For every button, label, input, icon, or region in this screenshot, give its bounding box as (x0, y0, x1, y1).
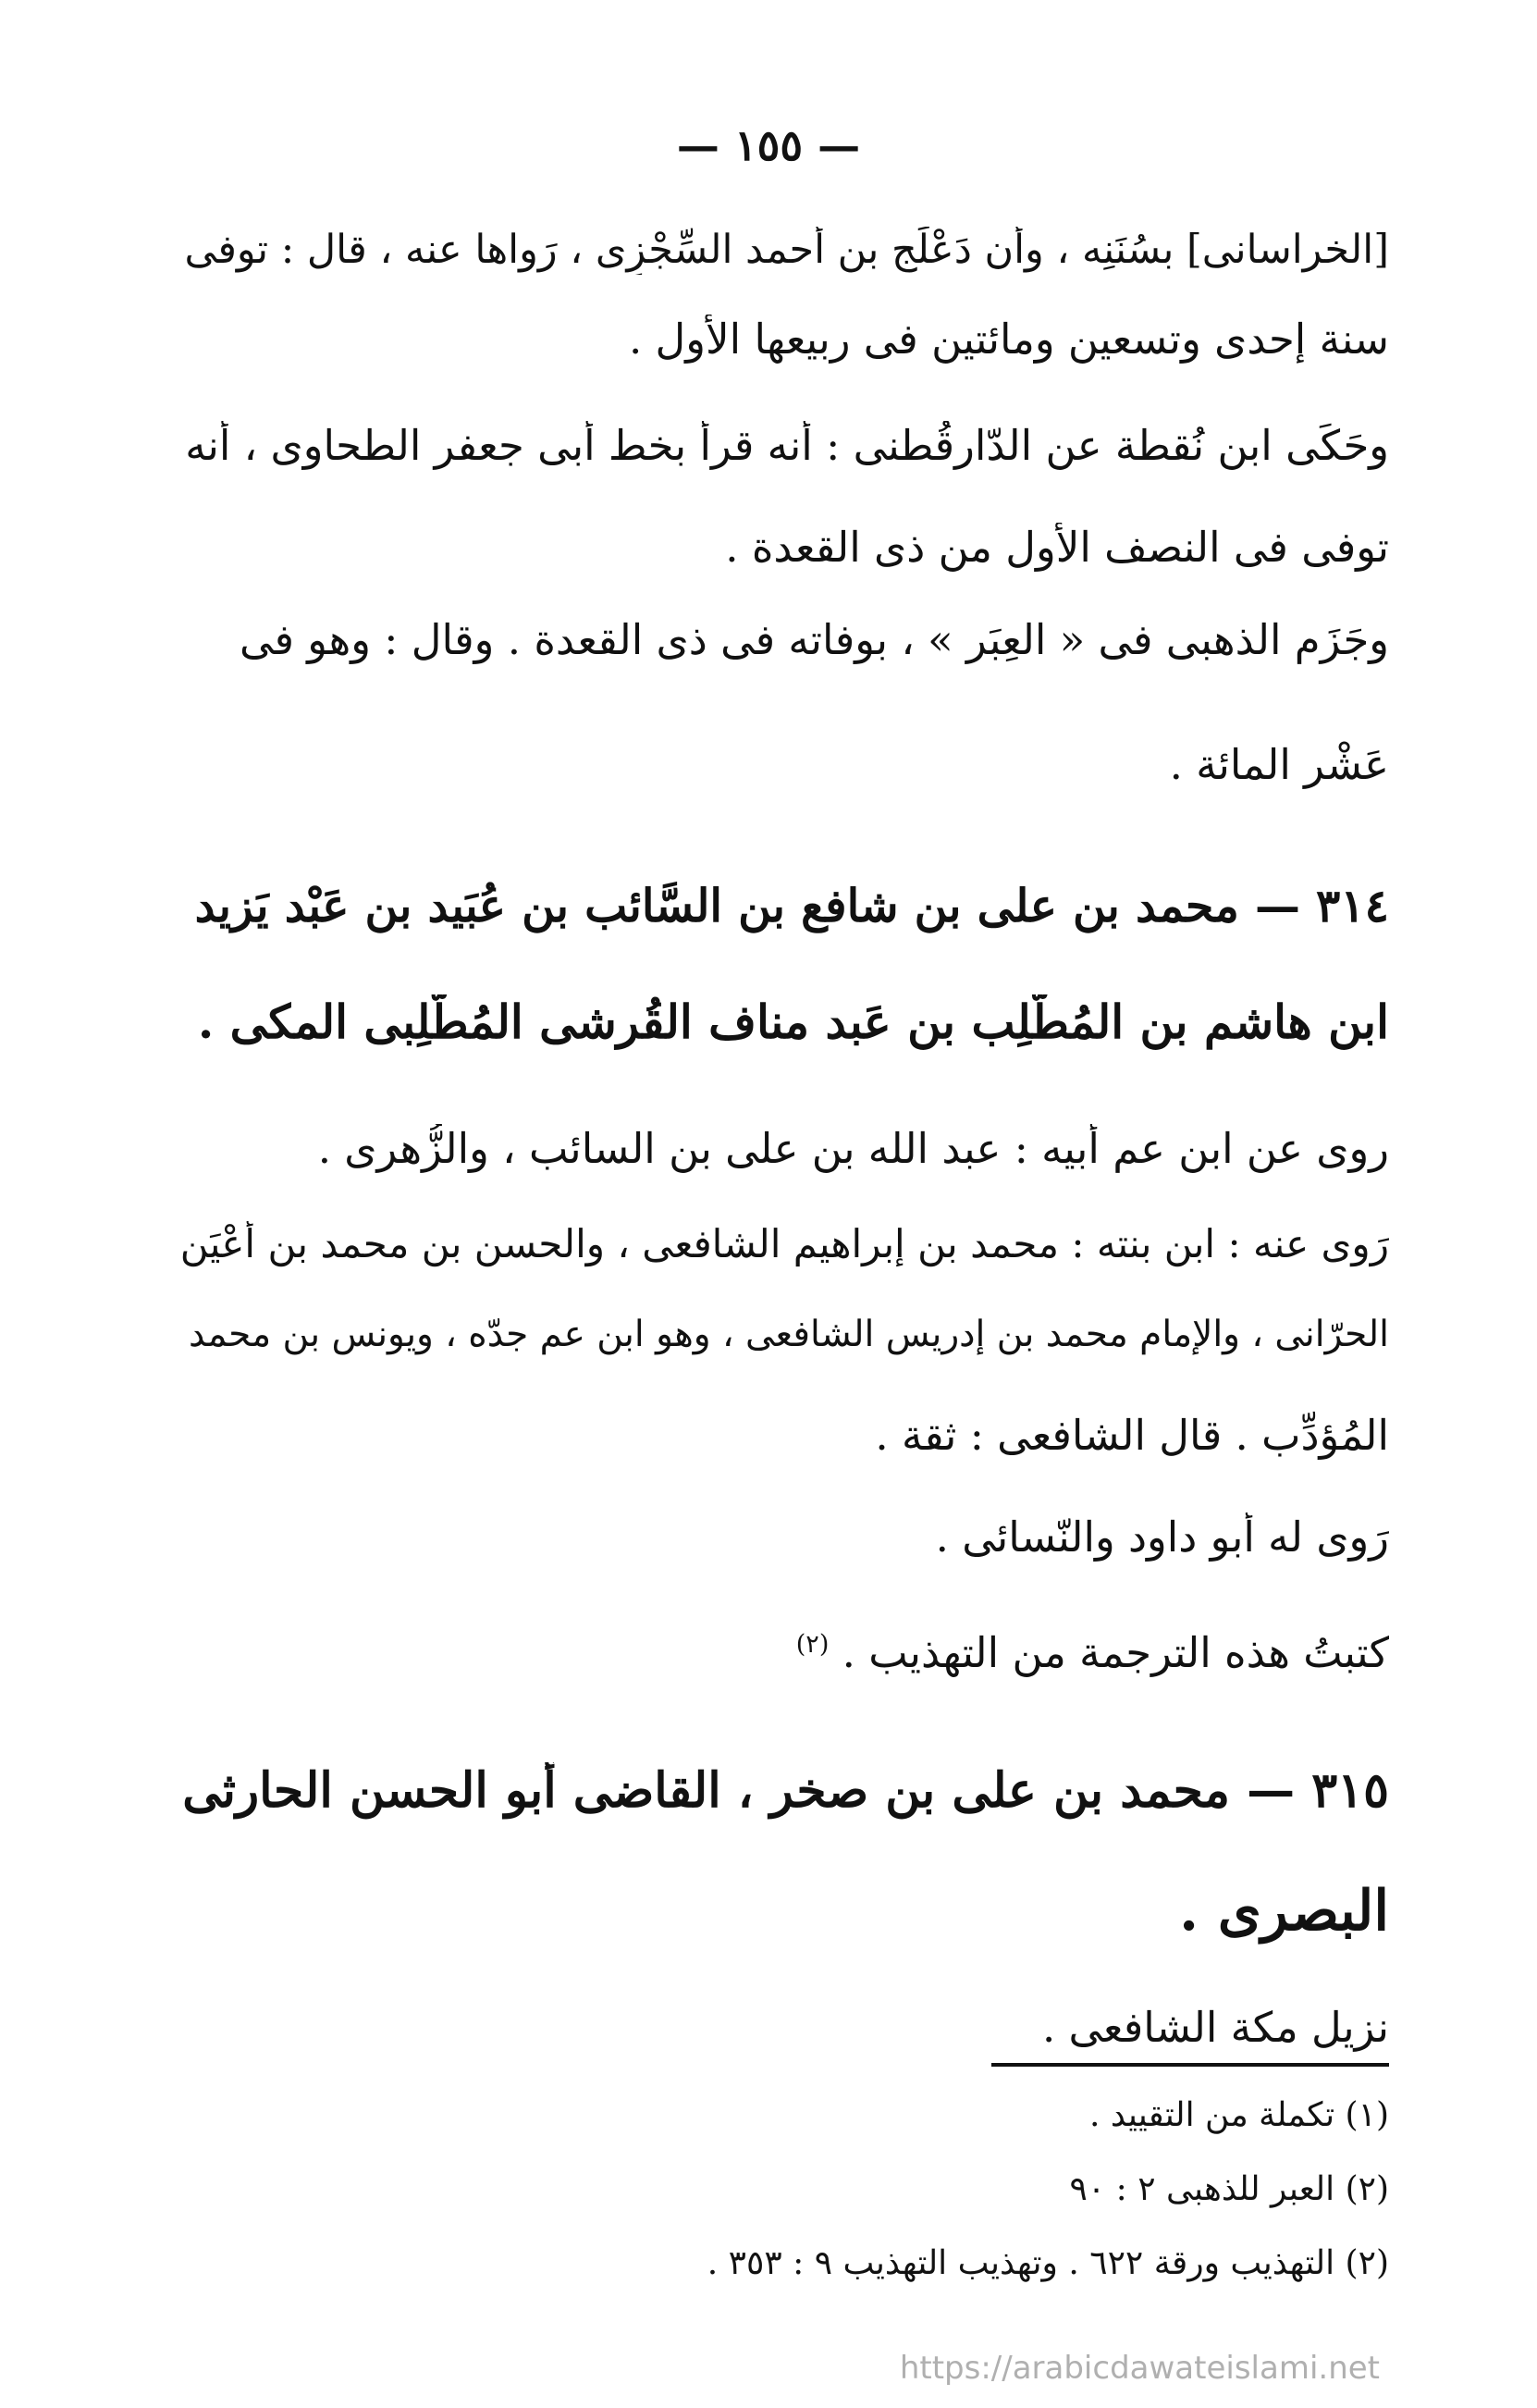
watermark: https://arabicdawateislami.net (899, 2350, 1380, 2387)
entry-314-heading-line-2: ابن هاشم بن المُطَّلِب بن عَبد مناف القُرشى المُطَّلِبى المكى . (197, 994, 1389, 1049)
footnote-divider (991, 2063, 1389, 2067)
entry-315-line-1: نزيل مكة الشافعى . (1041, 2003, 1389, 2052)
footnote-ref: (٢) (795, 1630, 830, 1659)
continuation-line-6: عَشْر المائة . (1169, 740, 1389, 789)
entry-314-line-4: المُؤدِّب . قال الشافعى : ثقة . (875, 1411, 1389, 1460)
page-number: — ١٥٥ — (676, 120, 861, 170)
entry-314-line-3: الحرّانى ، والإمام محمد بن إدريس الشافعى ، وهو ابن عم جدّه ، ويونس بن محمد (189, 1314, 1389, 1355)
entry-315-heading-line-1: ٣١٥ — محمد بن على بن صخر ، القاضى أبو الحسن الحارثى (182, 1762, 1389, 1819)
entry-314-line-1: روى عن ابن عم أبيه : عبد الله بن على بن السائب ، والزُّهرى . (317, 1124, 1389, 1173)
continuation-line-4: توفى فى النصف الأول من ذى القعدة . (725, 523, 1389, 572)
entry-315-heading-line-2: البصرى . (1179, 1879, 1389, 1944)
footnote-1: (١) تكملة من التقييد . (1089, 2096, 1389, 2134)
continuation-line-3: وحَكَى ابن نُقطة عن الدّارقُطنى : أنه قرأ بخط أبى جعفر الطحاوى ، أنه (185, 421, 1389, 470)
entry-314-line-6: كتبتُ هذه الترجمة من التهذيب . $^{(٢)}$ (795, 1628, 1389, 1677)
entry-314-heading-line-1: ٣١٤ — محمد بن على بن شافع بن السَّائب بن عُبَيد بن عَبْد يَزيد (194, 879, 1389, 932)
entry-314-line-5: رَوى له أبو داود والنّسائى . (935, 1513, 1389, 1562)
continuation-line-1: [الخراسانى] بسُنَنِه ، وأن دَعْلَج بن أحمد السِّجْزِى ، رَواها عنه ، قال : توفى (184, 227, 1389, 273)
footnote-2: (٢) العبر للذهبى ٢ : ٩٠ (1069, 2170, 1389, 2208)
continuation-line-2: سنة إحدى وتسعين ومائتين فى ربيعها الأول . (628, 315, 1389, 364)
entry-314-line-2: رَوى عنه : ابن بنته : محمد بن إبراهيم الشافعى ، والحسن بن محمد بن أَعْيَن (179, 1221, 1389, 1266)
footnote-3: (٢) التهذيب ورقة ٦٢٢ . وتهذيب التهذيب ٩ : ٣٥٣ . (707, 2244, 1389, 2282)
continuation-line-5: وجَزَم الذهبى فى « العِبَر » ، بوفاته فى ذى القعدة . وقال : وهو فى (239, 615, 1389, 664)
